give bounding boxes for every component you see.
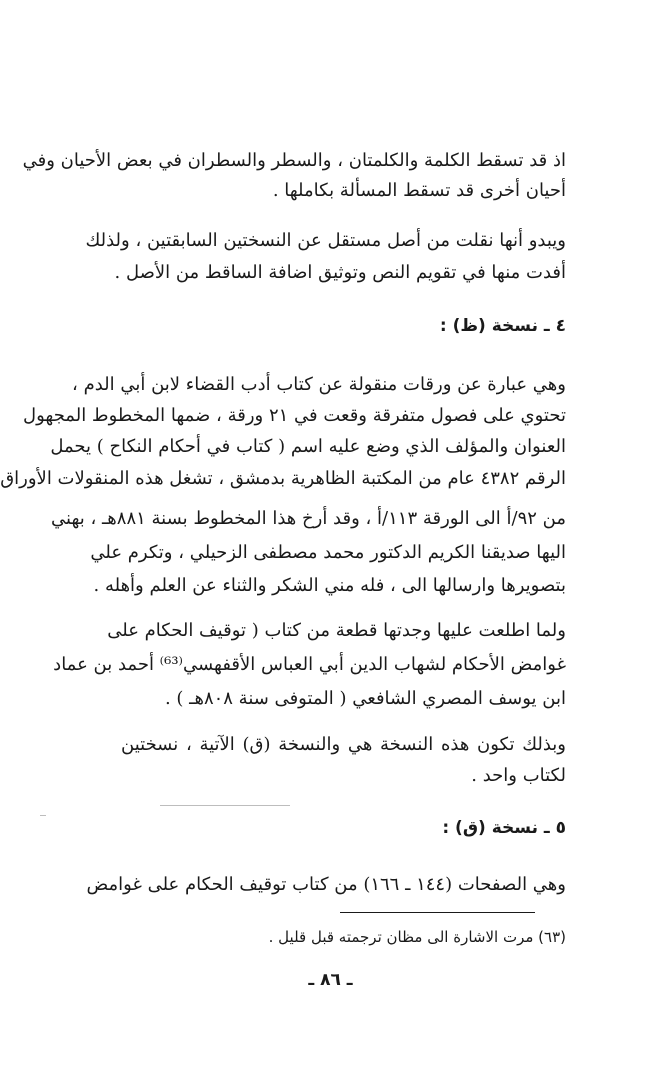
footnote: (٦٣) مرت الاشارة الى مظان ترجمته قبل قليل . (268, 928, 566, 946)
text-line: اليها صديقنا الكريم الدكتور محمد مصطفى الزحيلي ، وتكرم علي (90, 542, 566, 563)
text-line: غوامض الأحكام لشهاب الدين أبي العباس الأقفهسي⁽⁶³⁾ أحمد بن عماد (53, 654, 566, 675)
text-line: من ٩٢/أ الى الورقة ١١٣/أ ، وقد أرخ هذا المخطوط بسنة ٨٨١هـ ، بهني (51, 508, 566, 529)
page-number: ـ ٨٦ ـ (308, 970, 353, 990)
text-line: الرقم ٤٣٨٢ عام من المكتبة الظاهرية بدمشق ، تشغل هذه المنقولات الأوراق (0, 468, 566, 489)
text-line: العنوان والمؤلف الذي وضع عليه اسم ( كتاب في أحكام النكاح ) يحمل (50, 436, 566, 457)
scan-artifact (160, 805, 290, 806)
text-line: أحيان أخرى قد تسقط المسألة بكاملها . (272, 180, 566, 201)
text-line: أفدت منها في تقويم النص وتوثيق اضافة الساقط من الأصل . (114, 262, 566, 283)
text-line: ويبدو أنها نقلت من أصل مستقل عن النسختين السابقتين ، ولذلك (85, 230, 566, 251)
text-line: وبذلك تكون هذه النسخة هي والنسخة (ق) الآتية ، نسختين (121, 734, 566, 755)
text-line: لكتاب واحد . (471, 765, 566, 786)
text-line: بتصويرها وارسالها الى ، فله مني الشكر والثناء عن العلم وأهله . (93, 575, 566, 596)
section-heading: ٥ ـ نسخة (ق) : (442, 818, 566, 838)
text-line: وهي عبارة عن ورقات منقولة عن كتاب أدب القضاء لابن أبي الدم ، (72, 374, 566, 395)
text-line: تحتوي على فصول متفرقة وقعت في ٢١ ورقة ، ضمها المخطوط المجهول (23, 405, 566, 426)
text-line: اذ قد تسقط الكلمة والكلمتان ، والسطر والسطران في بعض الأحيان وفي (22, 150, 566, 171)
section-heading: ٤ ـ نسخة (ظ) : (439, 316, 566, 336)
text-line: ابن يوسف المصري الشافعي ( المتوفى سنة ٨٠٨هـ ) . (164, 688, 566, 709)
text-line: وهي الصفحات (١٤٤ ـ ١٦٦) من كتاب توقيف الحكام على غوامض (86, 874, 566, 895)
text-line: ولما اطلعت عليها وجدتها قطعة من كتاب ( توقيف الحكام على (107, 620, 566, 641)
footnote-separator (340, 912, 535, 913)
scan-artifact (40, 815, 46, 816)
